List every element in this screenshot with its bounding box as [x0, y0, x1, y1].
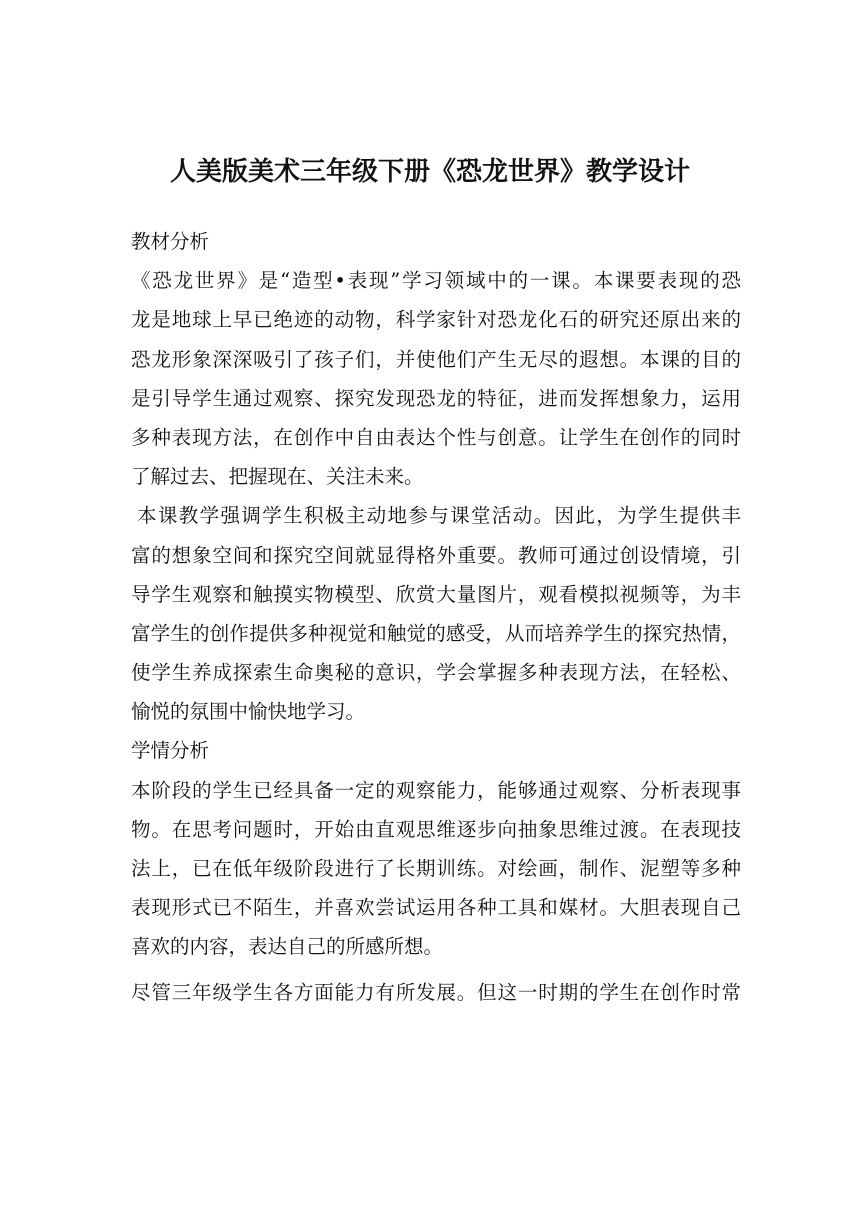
paragraph-line: 法上，已在低年级阶段进行了长期训练。对绘画，制作、泥塑等多种: [131, 857, 741, 880]
paragraph-line: 尽管三年级学生各方面能力有所发展。但这一时期的学生在创作时常: [131, 980, 741, 1004]
paragraph-line: 龙是地球上早已绝迹的动物，科学家针对恐龙化石的研究还原出来的: [131, 308, 741, 332]
paragraph-line: 本课教学强调学生积极主动地参与课堂活动。因此，为学生提供丰: [137, 504, 741, 528]
paragraph-line: 愉悦的氛围中愉快地学习。: [131, 700, 366, 724]
paragraph-line: 了解过去、把握现在、关注未来。: [131, 465, 424, 489]
paragraph-line: 导学生观察和触摸实物模型、欣赏大量图片，观看模拟视频等，为丰: [131, 582, 741, 606]
section-heading-student-analysis: 学情分析: [131, 739, 210, 763]
paragraph-line: 富学生的创作提供多种视觉和触觉的感受，从而培养学生的探究热情，: [131, 621, 741, 645]
document-body: [131, 222, 741, 1012]
paragraph-line: 喜欢的内容，表达自己的所感所想。: [131, 935, 444, 959]
paragraph-line: 多种表现方法，在创作中自由表达个性与创意。让学生在创作的同时: [131, 425, 741, 449]
paragraph-line: 使学生养成探索生命奥秘的意识，学会掌握多种表现方法，在轻松、: [131, 661, 741, 685]
document-title: 人美版美术三年级下册《恐龙世界》教学设计: [169, 157, 690, 187]
paragraph-line: 是引导学生通过观察、探究发现恐龙的特征，进而发挥想象力，运用: [131, 386, 741, 410]
paragraph-line: 恐龙形象深深吸引了孩子们，并使他们产生无尽的遐想。本课的目的: [131, 347, 741, 371]
paragraph-line: 本阶段的学生已经具备一定的观察能力，能够通过观察、分析表现事: [131, 778, 741, 802]
paragraph-line: 表现形式已不陌生，并喜欢尝试运用各种工具和媒材。大胆表现自己: [131, 896, 741, 920]
section-heading-textbook-analysis: 教材分析: [131, 230, 210, 253]
paragraph-line: 《恐龙世界》是“造型•表现”学习领域中的一课。本课要表现的恐: [131, 269, 741, 293]
paragraph-line: 富的想象空间和探究空间就显得格外重要。教师可通过创设情境，引: [131, 543, 741, 567]
paragraph-line: 物。在思考问题时，开始由直观思维逐步向抽象思维过渡。在表现技: [131, 817, 741, 841]
